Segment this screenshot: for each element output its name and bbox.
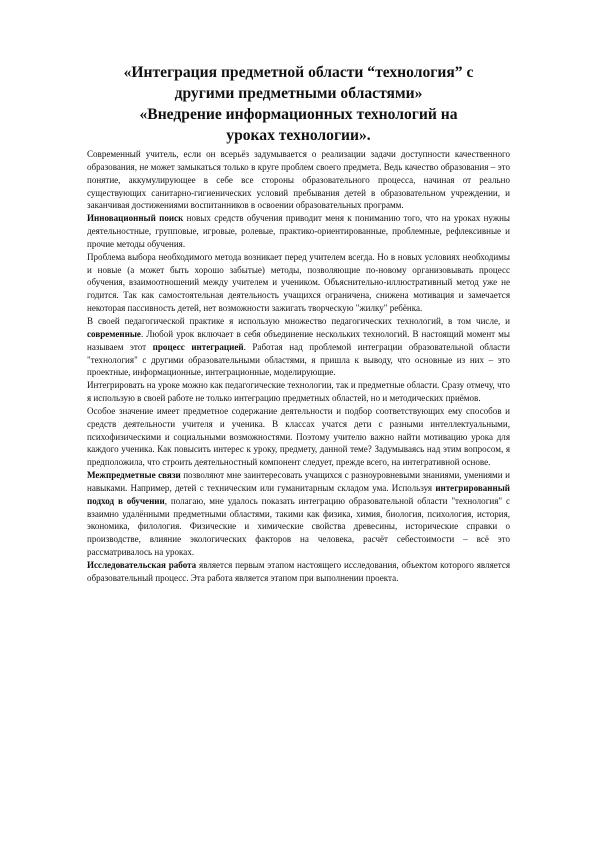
- paragraph-text: Интегрировать на уроке можно как педагогические технологии, так и предметные области. Сразу отмечу, что я использую в своей работе не только интеграцию предметных областей, но и методических приёмов.: [87, 380, 510, 404]
- paragraph-text: новых средств обучения приводит меня к пониманию того, что на уроках нужны деятельностные, групповые, игровые, ролевые, практико-ориентированные, проблемные, рефлексивные и прочие методы обучения.: [87, 213, 510, 249]
- paragraph-text: Современный учитель, если он всерьёз задумывается о реализации задачи доступности качественного образования, не может замыкаться только в круге проблем своего предмета. Ведь качество образования – это понятие, аккумулирующее в себе все стороны образовательного процесса, начиная от реально существующих санитарно-гигиенических условий пребывания детей в образовательном учреждении, и заканчивая достижениями воспитанников в освоении образовательных программ.: [87, 149, 510, 211]
- subtitle-line-1: «Внедрение информационных технологий на: [139, 106, 458, 123]
- document-page: [87, 62, 510, 585]
- paragraph-text: . Работая над проблемой интеграции образовательной области "технология" с другими образовательными областями, я пришла к выводу, что основные из них – это проектные, информационные, интеграционные, моделирующие.: [87, 341, 511, 378]
- paragraph-text: В своей педагогической практике я использую множество педагогических технологий, в том числе, и: [87, 315, 510, 326]
- paragraph-text: , полагаю, мне удалось показать интеграцию образовательной области "технология" с взаимно удалёнными предметными областями, такими как физика, химия, биология, психология, история, экономика, филология. Физические и химические свойства древесины, исторические справки о производстве, влияние экологических факторов на человека, расчёт себестоимости – всё это рассматривалось на уроках.: [87, 495, 510, 558]
- bold-term-interdisciplinary: Межпредметные связи: [87, 470, 181, 481]
- paragraph-text: . Любой урок включает в себя объединение нескольких технологий. В настоящий момент мы называем этот: [87, 328, 510, 352]
- paragraph-8: [87, 559, 510, 585]
- paragraph-3: [87, 251, 510, 315]
- bold-term-innovation: Инновационный поиск: [87, 213, 184, 224]
- title-line-1: «Интеграция предметной области “технология” с: [123, 64, 474, 81]
- document-body: [87, 148, 510, 585]
- paragraph-text: Проблема выбора необходимого метода возникает перед учителем всегда. Но в новых условиях необходимы и новые (а может быть хорошо забытые) методы, позволяющие по-новому организовывать процесс обучения, взаимоотношений между учителем и учеником. Объяснительно-иллюстративный метод уже не годится. Так как самостоятельная деятельность учащихся ограничена, снижена мотивация и замечается некоторая пассивность детей, нет возможности зажигать творческую "жилку" ребёнка.: [87, 251, 510, 314]
- title-line-2: другими предметными областями»: [174, 85, 423, 102]
- paragraph-7: [87, 469, 510, 559]
- bold-term-integration: процесс интеграцией: [152, 341, 244, 352]
- document-title: [87, 62, 510, 104]
- document-subtitle: [87, 104, 510, 146]
- bold-term-modern: современные: [87, 328, 141, 339]
- paragraph-5: [87, 379, 510, 405]
- paragraph-4: [87, 315, 510, 379]
- subtitle-line-2: уроках технологии».: [226, 127, 371, 144]
- bold-term-integrated-approach: интегрированный подход в обучении: [87, 482, 510, 506]
- paragraph-text: позволяют мне заинтересовать учащихся с разноуровневыми знаниями, умениями и навыками. Например, детей с техническим или гуманитарным складом ума. Используя: [87, 470, 510, 493]
- paragraph-1: [87, 148, 510, 212]
- paragraph-text: является первым этапом настоящего исследования, объектом которого является образовательный процесс. Эта работа является этапом при выполнении проекта.: [87, 560, 511, 583]
- paragraph-2: [87, 212, 510, 251]
- paragraph-text: Особое значение имеет предметное содержание деятельности и подбор соответствующих ему способов и средств деятельности учителя и ученика. В классах учатся дети с разными интеллектуальными, психофизическими и социальными возможностями. Поэтому учителю важно найти мотивацию урока для каждого ученика. Как повысить интерес к уроку, предмету, данной теме? Задумываясь над этим вопросом, я предположила, что строить деятельностный компонент следует, прежде всего, на интегративной основе.: [87, 405, 510, 468]
- bold-term-research: Исследовательская работа: [87, 560, 197, 570]
- paragraph-6: [87, 405, 510, 469]
